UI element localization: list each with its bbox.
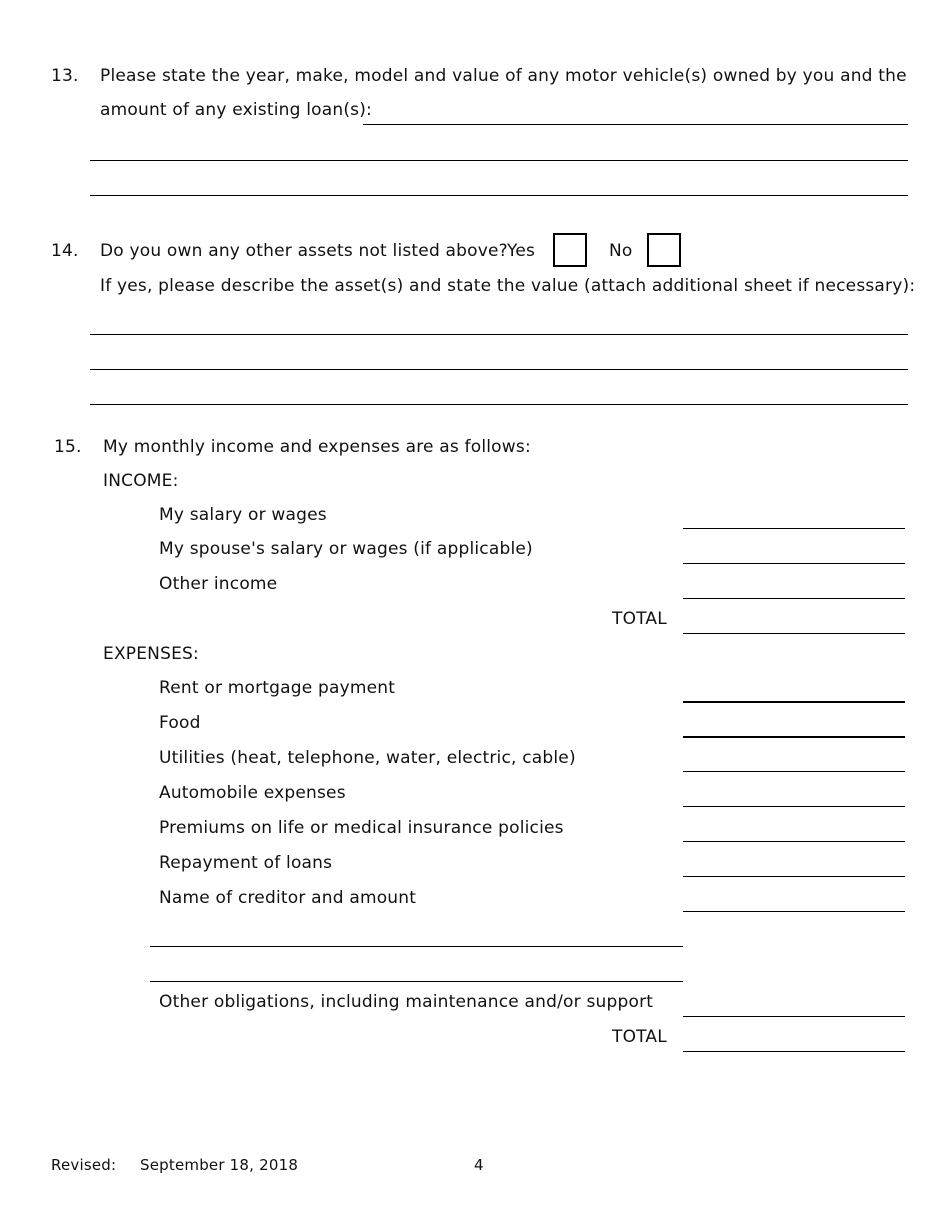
expense-insurance-field[interactable]	[683, 841, 905, 842]
income-heading: INCOME:	[103, 471, 179, 491]
page-number: 4	[474, 1156, 484, 1174]
expense-item-food: Food	[159, 713, 201, 733]
expense-item-automobile: Automobile expenses	[159, 783, 346, 803]
footer-revised-label: Revised:	[51, 1156, 117, 1174]
expense-utilities-field[interactable]	[683, 771, 905, 772]
q13-number: 13.	[51, 66, 79, 86]
income-spouse-salary-field[interactable]	[683, 563, 905, 564]
q15-intro: My monthly income and expenses are as follows:	[103, 437, 531, 457]
income-item-spouse-salary: My spouse's salary or wages (if applicable)	[159, 539, 533, 559]
q14-yes-label: Yes	[507, 241, 536, 261]
income-item-other: Other income	[159, 574, 278, 594]
q13-text-line2: amount of any existing loan(s):	[100, 100, 372, 120]
expenses-total-label: TOTAL	[612, 1027, 667, 1047]
q14-number: 14.	[51, 241, 79, 261]
income-total-label: TOTAL	[612, 609, 667, 629]
expense-item-rent: Rent or mortgage payment	[159, 678, 396, 698]
expense-loans-field[interactable]	[683, 876, 905, 877]
q13-text-line1: Please state the year, make, model and value of any motor vehicle(s) owned by you and the	[100, 66, 907, 86]
income-item-salary: My salary or wages	[159, 505, 327, 525]
q14-instruction: If yes, please describe the asset(s) and state the value (attach additional sheet if necessary):	[100, 276, 916, 296]
expense-creditor-amount-field[interactable]	[683, 911, 905, 912]
creditor-name-field-2[interactable]	[150, 981, 683, 982]
q14-no-checkbox[interactable]	[647, 233, 681, 267]
income-salary-field[interactable]	[683, 528, 905, 529]
q14-question: Do you own any other assets not listed above?	[100, 241, 508, 261]
footer-revised-date: September 18, 2018	[140, 1156, 299, 1174]
expense-item-creditor: Name of creditor and amount	[159, 888, 417, 908]
expense-food-field[interactable]	[683, 736, 905, 738]
expense-item-insurance: Premiums on life or medical insurance policies	[159, 818, 564, 838]
q14-answer-field-2[interactable]	[90, 369, 908, 370]
expense-item-other-obligations: Other obligations, including maintenance and/or support	[159, 992, 654, 1012]
income-total-field[interactable]	[683, 633, 905, 634]
q14-yes-checkbox[interactable]	[553, 233, 587, 267]
creditor-name-field-1[interactable]	[150, 946, 683, 947]
expenses-heading: EXPENSES:	[103, 644, 199, 664]
q14-no-label: No	[609, 241, 633, 261]
q13-answer-field-3[interactable]	[90, 195, 908, 196]
q13-answer-field-2[interactable]	[90, 160, 908, 161]
q15-number: 15.	[54, 437, 82, 457]
expense-rent-field[interactable]	[683, 701, 905, 703]
expense-item-utilities: Utilities (heat, telephone, water, electric, cable)	[159, 748, 576, 768]
q14-answer-field-1[interactable]	[90, 334, 908, 335]
expenses-total-field[interactable]	[683, 1051, 905, 1052]
expense-automobile-field[interactable]	[683, 806, 905, 807]
q14-answer-field-3[interactable]	[90, 404, 908, 405]
expense-other-obligations-field[interactable]	[683, 1016, 905, 1017]
expense-item-loans: Repayment of loans	[159, 853, 333, 873]
q13-answer-field-1[interactable]	[363, 124, 908, 125]
income-other-field[interactable]	[683, 598, 905, 599]
